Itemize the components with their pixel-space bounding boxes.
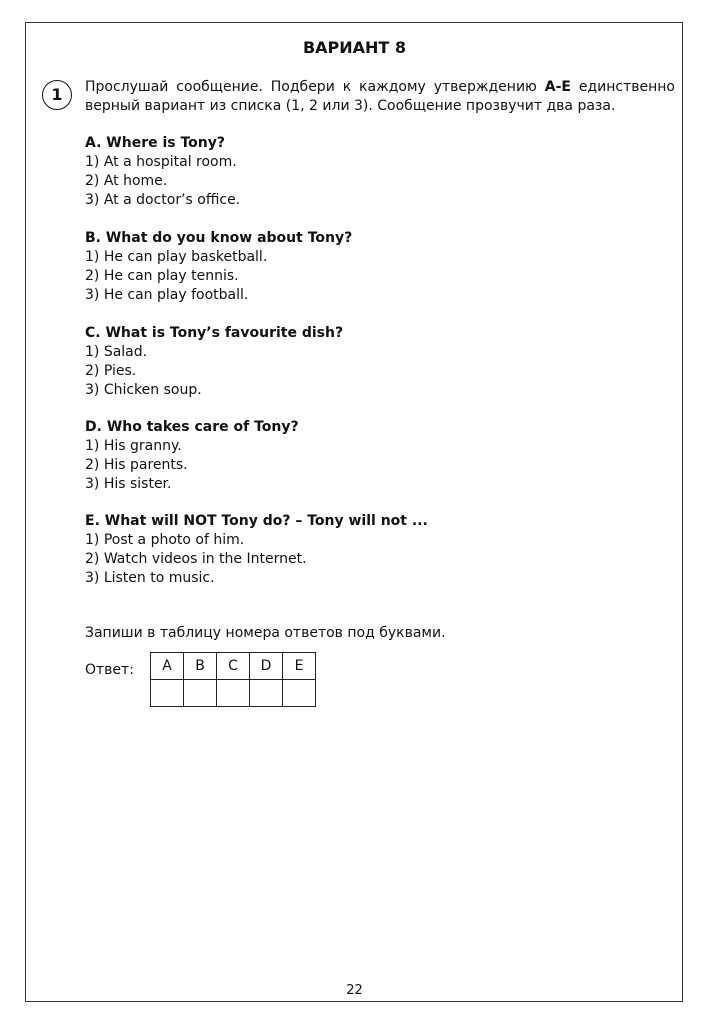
page-title: ВАРИАНТ 8 [302, 38, 407, 57]
answer-option: 2) His parents. [85, 457, 188, 473]
answer-option: 2) Pies. [85, 363, 137, 379]
answer-letter-cell: B [184, 653, 217, 680]
answer-label: Ответ: [85, 662, 134, 678]
answer-option: 1) Salad. [85, 344, 148, 360]
question-heading: A. Where is Tony? [85, 135, 225, 151]
question-heading: B. What do you know about Tony? [85, 230, 353, 246]
question-heading: D. Who takes care of Tony? [85, 419, 299, 435]
answer-option: 2) Watch videos in the Internet. [85, 551, 307, 567]
question-a [85, 134, 675, 210]
answer-option: 1) At a hospital room. [85, 154, 237, 170]
task-instruction [85, 78, 675, 116]
instruction-text-end: единственно верный вариант из списка (1, 2 или 3). Сообщение прозвучит два раза. [85, 79, 675, 114]
answer-option: 2) He can play tennis. [85, 268, 239, 284]
question-d [85, 418, 675, 494]
question-b [85, 229, 675, 305]
task-number-badge: 1 [42, 80, 72, 110]
answer-option: 1) Post a photo of him. [85, 532, 245, 548]
answer-letter-cell: C [217, 653, 250, 680]
answer-letter-cell: D [250, 653, 283, 680]
answer-option: 1) His granny. [85, 438, 182, 454]
answer-instruction: Запиши в таблицу номера ответов под буквами. [85, 625, 446, 641]
answer-option: 3) His sister. [85, 476, 172, 492]
answer-option: 3) Listen to music. [85, 570, 215, 586]
answer-option: 3) He can play football. [85, 287, 249, 303]
instruction-bold-letters: A-E [544, 79, 571, 95]
answer-input-cell-c[interactable] [217, 680, 250, 707]
answer-letter-cell: A [151, 653, 184, 680]
answer-input-cell-b[interactable] [184, 680, 217, 707]
answer-input-cell-a[interactable] [151, 680, 184, 707]
answer-table-input-row [151, 680, 316, 707]
question-heading: E. What will NOT Tony do? – Tony will not ... [85, 513, 428, 529]
answer-option: 2) At home. [85, 173, 168, 189]
answer-input-cell-d[interactable] [250, 680, 283, 707]
page-number: 22 [346, 983, 363, 998]
question-c [85, 324, 675, 400]
question-heading: C. What is Tony’s favourite dish? [85, 325, 344, 341]
answer-option: 3) Chicken soup. [85, 382, 202, 398]
question-e [85, 512, 675, 588]
answer-option: 3) At a doctor’s office. [85, 192, 241, 208]
answer-table [150, 652, 316, 707]
answer-input-cell-e[interactable] [283, 680, 316, 707]
instruction-text-start: Прослушай сообщение. Подбери к каждому утверждению [85, 79, 545, 95]
answer-letter-cell: E [283, 653, 316, 680]
answer-table-header-row [151, 653, 316, 680]
answer-option: 1) He can play basketball. [85, 249, 268, 265]
